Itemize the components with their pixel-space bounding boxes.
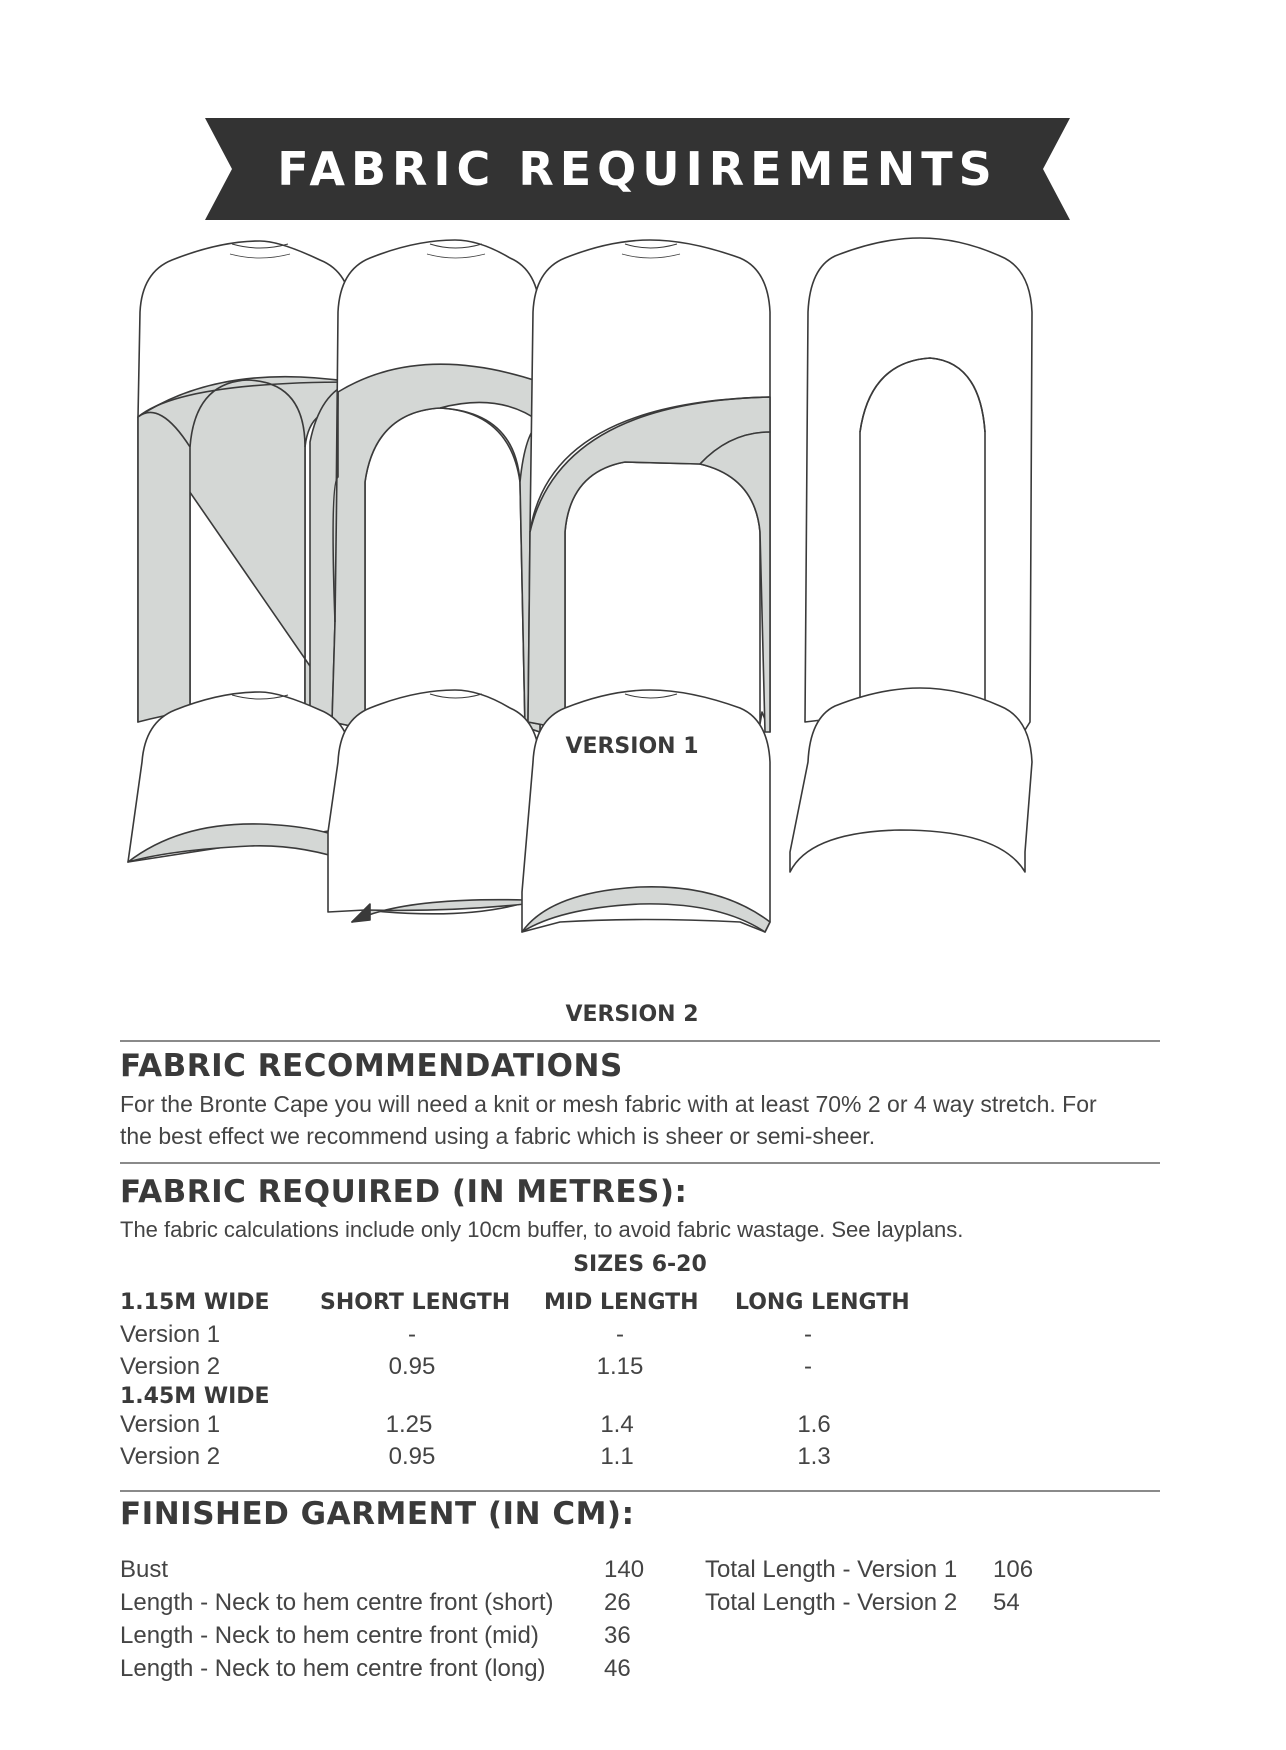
- width-group-2: 1.45M WIDE: [120, 1384, 270, 1409]
- col-short: SHORT LENGTH: [320, 1290, 511, 1315]
- cell-long: 1.6: [797, 1411, 831, 1438]
- cell-short: -: [408, 1321, 416, 1348]
- recommendations-line-2: the best effect we recommend using a fabric which is sheer or semi-sheer.: [120, 1123, 876, 1149]
- required-heading: FABRIC REQUIRED (IN METRES):: [120, 1174, 688, 1210]
- measure-value: 140: [604, 1556, 645, 1583]
- cell-long: 1.3: [797, 1443, 831, 1470]
- divider: [120, 1162, 1160, 1164]
- cell-short: 0.95: [388, 1443, 436, 1470]
- cell-mid: 1.4: [600, 1411, 634, 1438]
- total-length-value: 54: [993, 1589, 1020, 1616]
- measure-label: Length - Neck to hem centre front (mid): [120, 1622, 539, 1649]
- v1-cape-short-front: [332, 240, 540, 732]
- v1-cape-mid-front: [138, 241, 352, 724]
- recommendations-heading: FABRIC RECOMMENDATIONS: [120, 1048, 623, 1084]
- sizes-label: SIZES 6-20: [573, 1252, 707, 1277]
- width-group-1: 1.15M WIDE: [120, 1290, 270, 1315]
- measure-value: 46: [604, 1655, 631, 1682]
- col-long: LONG LENGTH: [735, 1290, 910, 1315]
- cell-mid: 1.15: [596, 1353, 644, 1380]
- cell-long: -: [804, 1321, 812, 1348]
- divider: [120, 1040, 1160, 1042]
- measure-label: Length - Neck to hem centre front (long): [120, 1655, 546, 1682]
- recommendations-line-1: For the Bronte Cape you will need a knit or mesh fabric with at least 70% 2 or 4 way stretch. For: [120, 1091, 1097, 1117]
- cell-short: 0.95: [388, 1353, 436, 1380]
- v1-cape-long-front: [528, 240, 770, 732]
- cape-illustrations: [120, 232, 1160, 1032]
- row-label: Version 1: [120, 1321, 221, 1348]
- finished-heading: FINISHED GARMENT (IN CM):: [120, 1496, 635, 1532]
- v2-cape-front-1: [128, 692, 352, 862]
- row-label: Version 2: [120, 1353, 221, 1380]
- version-2-label: VERSION 2: [565, 1002, 699, 1027]
- cell-mid: 1.1: [600, 1443, 634, 1470]
- measure-label: Length - Neck to hem centre front (short): [120, 1589, 554, 1616]
- v2-cape-back: [790, 688, 1032, 872]
- total-length-label: Total Length - Version 2: [705, 1589, 958, 1616]
- recommendations-text: [120, 1088, 1180, 1152]
- required-note: The fabric calculations include only 10cm buffer, to avoid fabric wastage. See layplans.: [120, 1217, 964, 1242]
- v1-cape-back: [805, 238, 1032, 730]
- row-label: Version 1: [120, 1411, 221, 1438]
- divider: [120, 1490, 1160, 1492]
- cell-mid: -: [616, 1321, 624, 1348]
- cell-long: -: [804, 1353, 812, 1380]
- page-title: FABRIC REQUIREMENTS: [277, 142, 998, 196]
- version-1-label: VERSION 1: [565, 734, 699, 759]
- cell-short: 1.25: [385, 1411, 433, 1438]
- v2-cape-front-2: [328, 690, 540, 922]
- v2-cape-front-3: [522, 690, 770, 932]
- measure-value: 36: [604, 1622, 631, 1649]
- measure-label: Bust: [120, 1556, 169, 1583]
- measure-value: 26: [604, 1589, 631, 1616]
- col-mid: MID LENGTH: [544, 1290, 699, 1315]
- total-length-label: Total Length - Version 1: [705, 1556, 958, 1583]
- row-label: Version 2: [120, 1443, 221, 1470]
- total-length-value: 106: [993, 1556, 1034, 1583]
